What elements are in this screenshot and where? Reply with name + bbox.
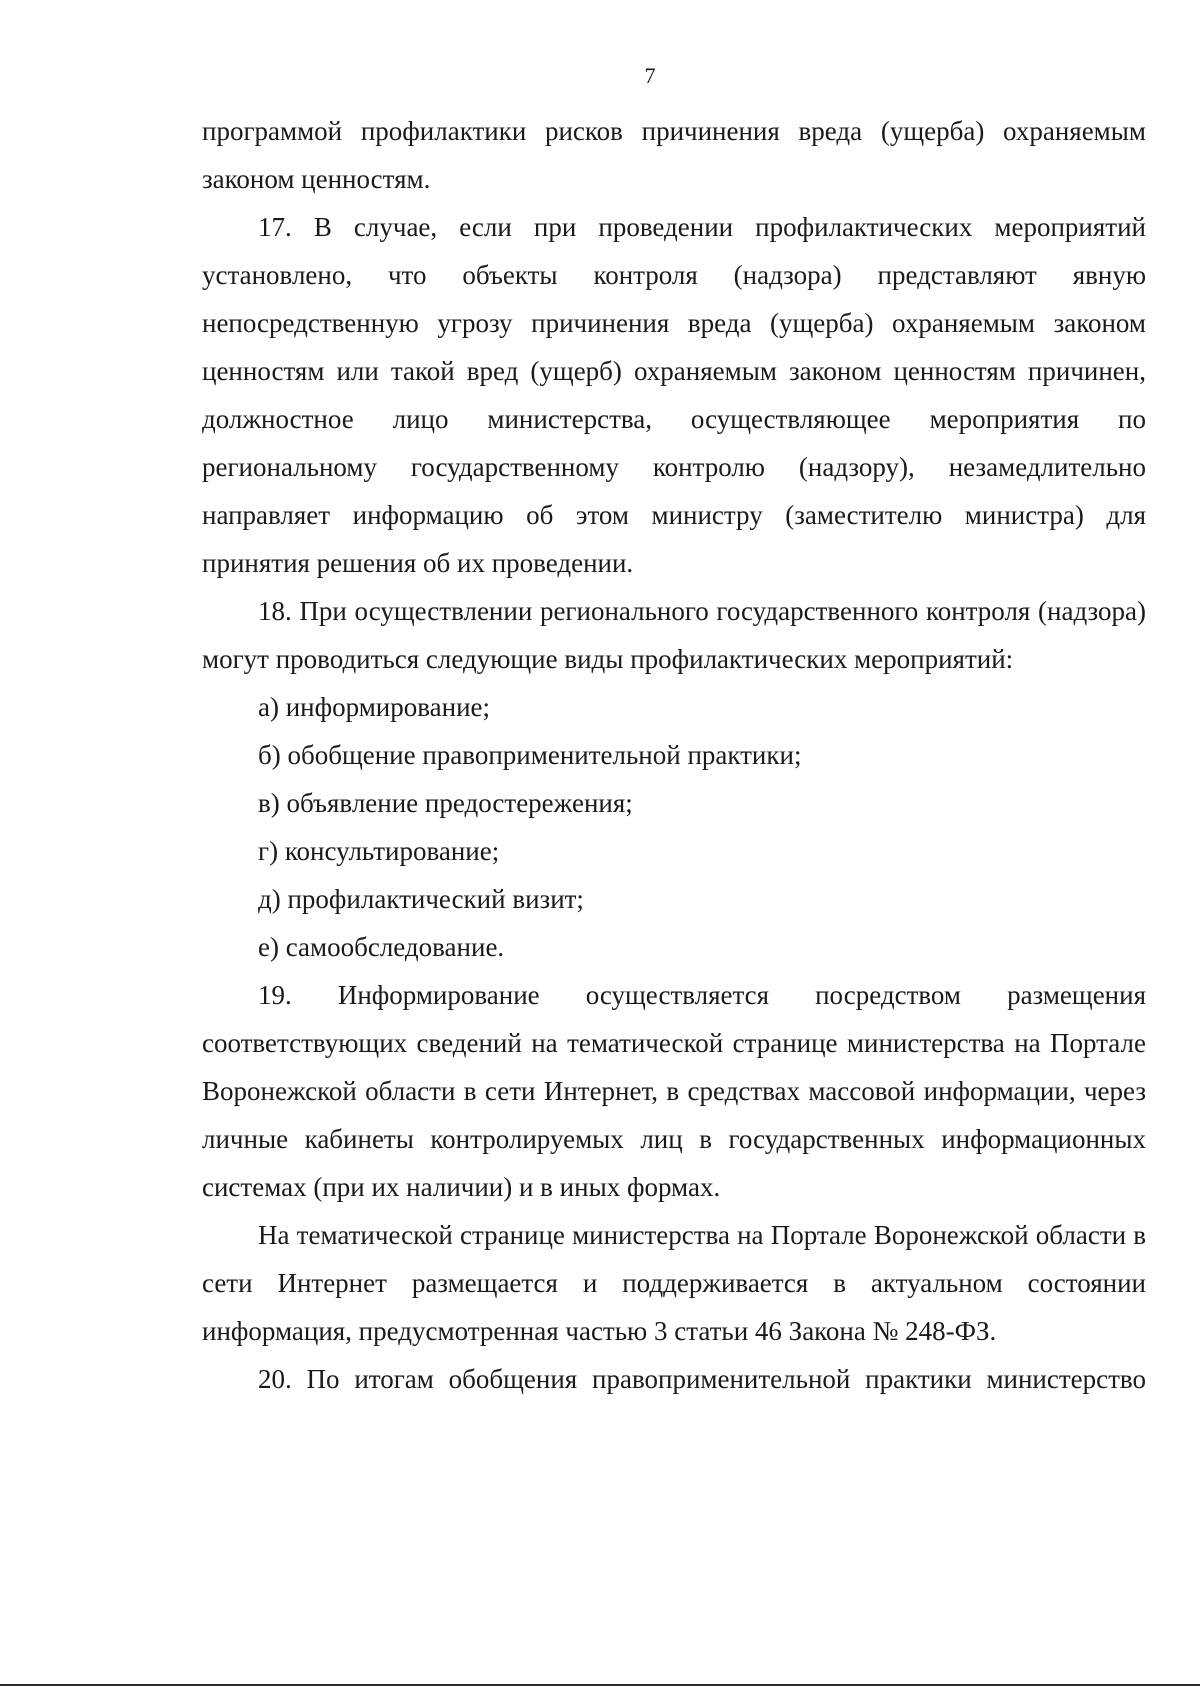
paragraph-18: 18. При осуществлении регионального государственного контроля (надзора) могут проводиться следующие виды профилактических мероприятий:: [202, 596, 1146, 674]
paragraph-17: 17. В случае, если при проведении профилактических мероприятий установлено, что объекты контроля (надзора) представляют явную непосредственную угрозу причинения вреда (ущерба) охраняемым законом ценностям или такой вред (ущерб) охраняемым законом ценностям причинен, должностное лицо министерства, осуществляющее мероприятия по региональному государственному контролю (надзору), незамедлительно направляет информацию об этом министру (заместителю министра) для принятия решения об их проведении.: [202, 212, 1146, 578]
list-item: а) информирование;: [258, 692, 491, 722]
page-number: 7: [644, 63, 656, 88]
paragraph-19-continued: На тематической странице министерства на Портале Воронежской области в сети Интернет размещается и поддерживается в актуальном состоянии информация, предусмотренная частью 3 статьи 46 Закона № 248-ФЗ.: [202, 1220, 1146, 1346]
list-item: б) обобщение правоприменительной практики;: [258, 740, 802, 770]
list-item: в) объявление предостережения;: [258, 788, 633, 818]
document-body: [202, 107, 1146, 1403]
bottom-rule: [0, 1684, 1200, 1686]
paragraph-20: 20. По итогам обобщения правоприменительной практики министерство: [258, 1364, 1146, 1394]
paragraph-continuation: программой профилактики рисков причинения вреда (ущерба) охраняемым законом ценностям.: [202, 116, 1146, 194]
list-item: г) консультирование;: [258, 836, 500, 866]
prevention-measures-list: [202, 683, 1146, 971]
paragraph-19: 19. Информирование осуществляется посредством размещения соответствующих сведений на тематической странице министерства на Портале Воронежской области в сети Интернет, в средствах массовой информации, через личные кабинеты контролируемых лиц в государственных информационных системах (при их наличии) и в иных формах.: [202, 980, 1146, 1202]
list-item: д) профилактический визит;: [258, 884, 584, 914]
list-item: е) самообследование.: [258, 932, 505, 962]
